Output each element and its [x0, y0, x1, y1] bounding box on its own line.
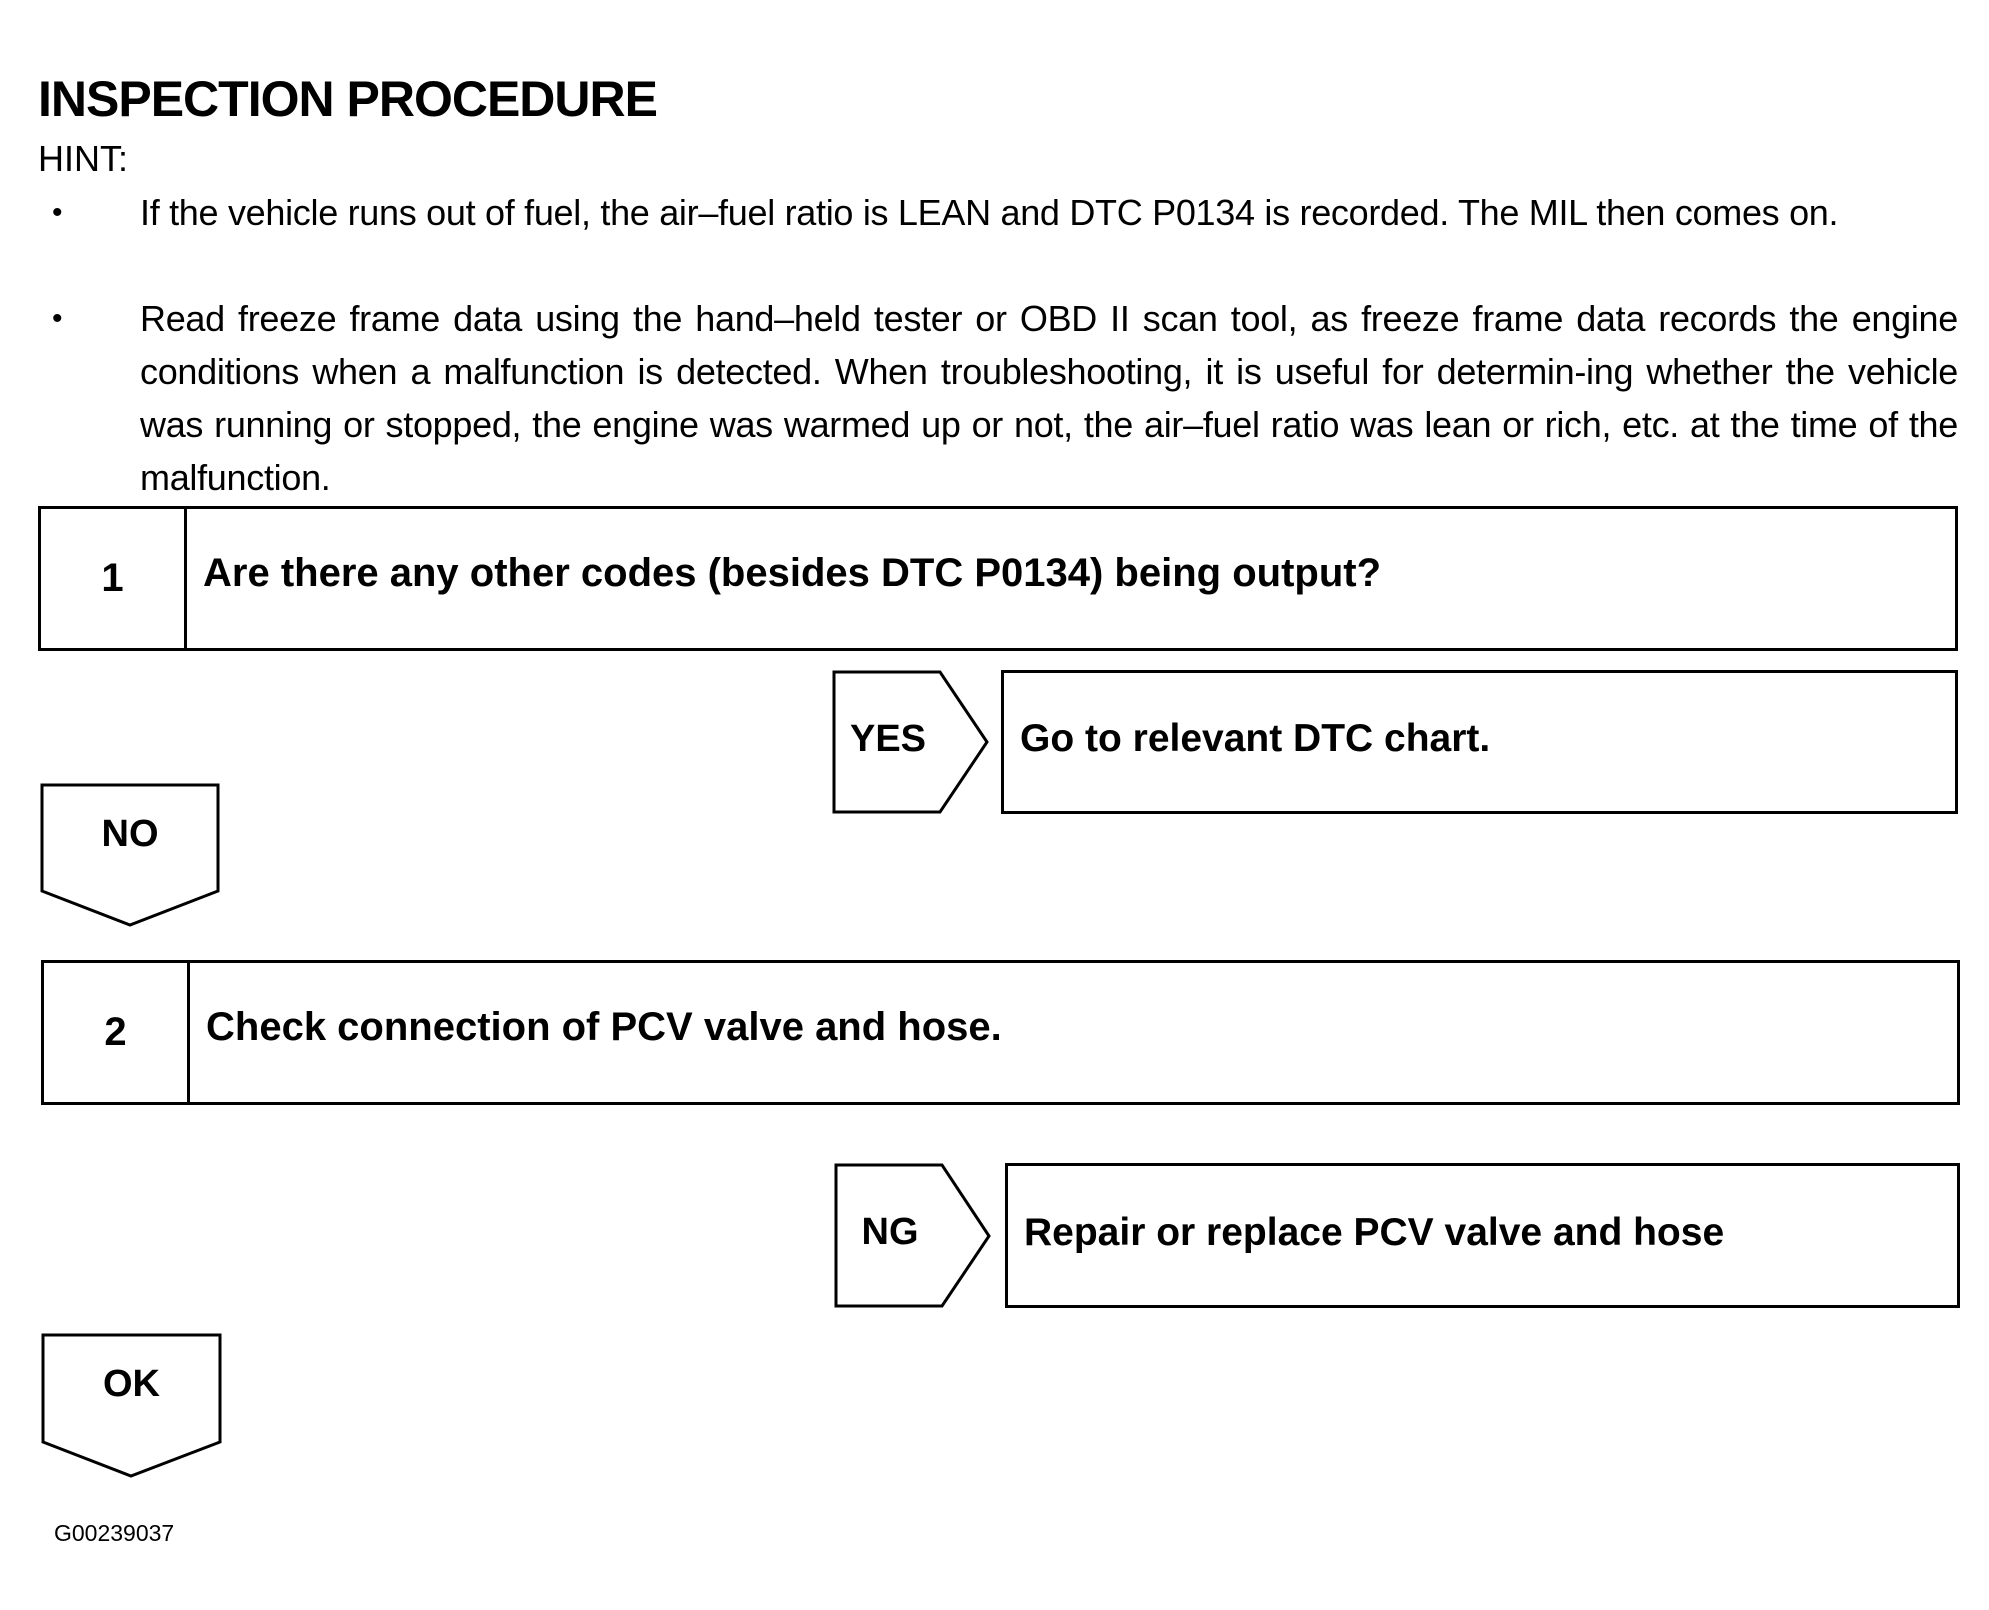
hint-text-1: If the vehicle runs out of fuel, the air–fuel ratio is LEAN and DTC P0134 is recorded. The MIL then comes on. — [140, 192, 1839, 233]
step-number: 1 — [41, 509, 187, 648]
ng-arrow — [834, 1163, 994, 1309]
step-2-box — [41, 960, 1960, 1105]
bullet-icon: • — [52, 302, 63, 335]
yes-result-box — [1001, 670, 1958, 814]
page-title: INSPECTION PROCEDURE — [38, 71, 657, 127]
ng-label: NG — [861, 1211, 919, 1253]
figure-id: G00239037 — [54, 1520, 175, 1546]
yes-result-text: Go to relevant DTC chart. — [1020, 717, 1491, 760]
ng-result-text: Repair or replace PCV valve and hose — [1024, 1210, 1725, 1254]
yes-arrow — [832, 670, 992, 815]
no-arrow — [40, 783, 220, 928]
step-number: 2 — [44, 963, 190, 1102]
yes-label: YES — [849, 718, 927, 760]
ng-result-box — [1005, 1163, 1960, 1308]
hint-text-2: Read freeze frame data using the hand–held tester or OBD II scan tool, as freeze frame data records the engine conditions when a malfunction is detected. When troubleshooting, it is useful for determin-ing whether the vehicle was running or stopped, the engine was warmed up or not, the air–fuel ratio was lean or rich, etc. at the time of the malfunction. — [140, 298, 1958, 498]
ok-arrow — [41, 1333, 222, 1479]
bullet-icon: • — [52, 196, 63, 229]
step-text: Are there any other codes (besides DTC P0134) being output? — [203, 551, 1382, 595]
step-text: Check connection of PCV valve and hose. — [206, 1005, 1002, 1049]
ok-label: OK — [103, 1363, 160, 1405]
down-arrow-icon — [41, 1333, 222, 1479]
no-label: NO — [101, 813, 159, 855]
hint-label: HINT: — [38, 138, 128, 179]
step-1-box — [38, 506, 1958, 651]
